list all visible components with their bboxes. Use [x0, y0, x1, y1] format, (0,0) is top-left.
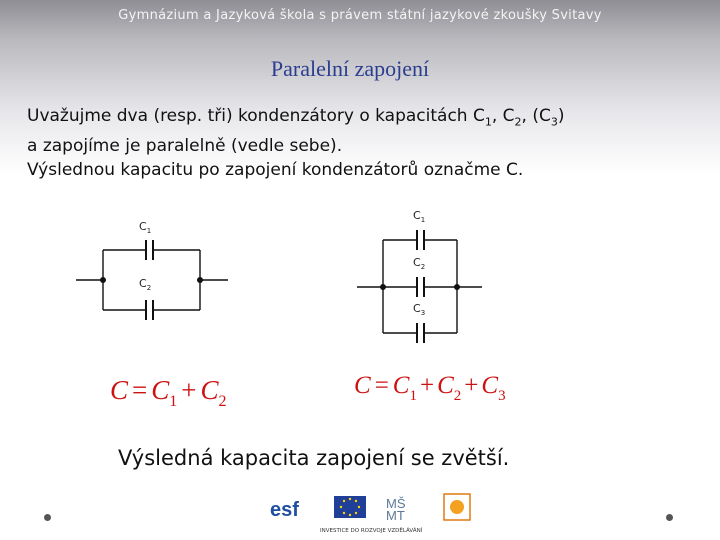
- slide-header: Gymnázium a Jazyková škola s právem státní jazykové zkoušky Svitavy: [118, 8, 602, 23]
- c2-c1-label: $C_1$: [413, 209, 426, 224]
- c1-label: $C_1$: [139, 220, 152, 235]
- circuit-three-capacitors: [357, 230, 482, 343]
- circuit-two-capacitors: [76, 240, 228, 320]
- node-right: [197, 277, 203, 283]
- formula-two-capacitors: $C = C_1 + C_2$: [110, 375, 227, 410]
- slide-title: Paralelní zapojení: [270, 56, 430, 81]
- footer-logos: [268, 490, 478, 534]
- op-logo: [444, 494, 470, 520]
- footer-caption: INVESTICE DO ROZVOJE VZDĚLÁVÁNÍ: [320, 528, 423, 534]
- bullet-dot-left: [44, 514, 51, 521]
- svg-text:MT: MT: [386, 508, 405, 523]
- svg-text:MŠ: MŠ: [386, 496, 406, 511]
- intro-line-1: Uvažujme dva (resp. tři) kondenzátory o kapacitách $C_1$, $C_2$, $(C_3)$: [27, 106, 565, 129]
- c2-label: $C_2$: [139, 277, 152, 292]
- eu-logo-strip: [268, 490, 478, 534]
- node-left: [100, 277, 106, 283]
- intro-line-3: Výslednou kapacitu po zapojení kondenzátorů označme C.: [27, 160, 524, 181]
- node2-right: [454, 284, 460, 290]
- node2-left: [380, 284, 386, 290]
- c2-c2-label: $C_2$: [413, 256, 426, 271]
- msmt-logo: [386, 496, 406, 523]
- intro-line-2: a zapojíme je paralelně (vedle sebe).: [27, 136, 343, 157]
- c2-c3-label: $C_3$: [413, 302, 426, 317]
- esf-logo: esf: [270, 499, 299, 521]
- bullet-dot-right: [666, 514, 673, 521]
- result-statement: Výsledná kapacita zapojení se zvětší.: [118, 446, 510, 470]
- formula-three-capacitors: $C = C_1 + C_2 + C_3$: [354, 372, 506, 404]
